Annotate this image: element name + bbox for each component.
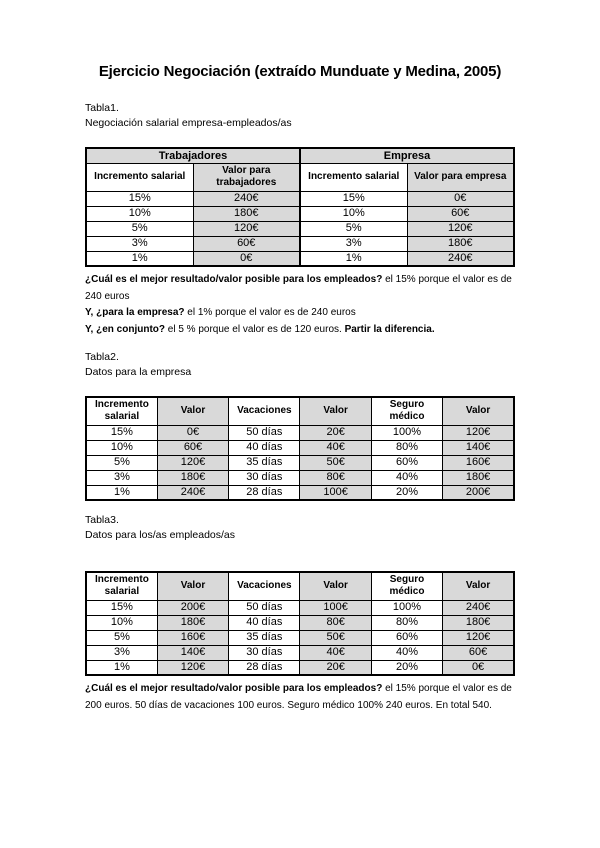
table-header-cell: Incremento salarial [300,163,407,191]
text-run: el 5 % porque el valor es de 120 euros. [165,323,345,335]
table-cell: 120€ [443,630,514,645]
table-cell: 15% [86,191,193,206]
table-cell: 20€ [300,660,371,675]
table-cell: 35 días [229,455,300,470]
table1-heading [85,101,515,131]
table-cell: 0€ [443,660,514,675]
table-cell: 180€ [157,615,228,630]
table3-label: Tabla3. [85,514,119,526]
table-cell: 60€ [157,440,228,455]
table-cell: 50€ [300,630,371,645]
table-header-cell: Valor [157,397,228,425]
table-cell: 5% [300,221,407,236]
text-run: el 15% porque el valor es de 200 euros. 50 días de vacaciones 100 euros. Seguro médico 100% 240 euros. En total 540. [85,683,512,711]
table-cell: 1% [86,251,193,266]
bold-text-run: Partir la diferencia. [344,323,435,335]
table-group-header-row [86,148,514,163]
table-row [86,645,514,660]
table-cell: 40% [371,645,442,660]
table-row [86,221,514,236]
table-cell: 40 días [229,440,300,455]
bold-text-run: ¿Cuál es el mejor resultado/valor posible para los empleados? [85,683,383,694]
table-cell: 120€ [407,221,514,236]
table-header-cell: Incremento salarial [86,163,193,191]
paragraph-text [85,322,515,339]
table-cell: 60€ [193,236,300,251]
table-cell: 200€ [157,600,228,615]
table-header-row [86,163,514,191]
table-header-cell: Vacaciones [229,572,300,600]
table-cell: 50 días [229,425,300,440]
text-run: el 15% porque el valor es de 240 euros [85,274,512,302]
table-cell: 140€ [443,440,514,455]
document-title: Ejercicio Negociación (extraído Munduate y Medina, 2005) [98,63,502,80]
table-row [86,485,514,500]
table-cell: 0€ [193,251,300,266]
table-cell: 20% [371,485,442,500]
table1-caption: Negociación salarial empresa-empleados/as [85,117,292,129]
table-cell: 1% [86,485,157,500]
table-header-cell: Incremento salarial [86,572,157,600]
table-cell: 50 días [229,600,300,615]
table-header-cell: Seguro médico [371,572,442,600]
table3-caption: Datos para los/as empleados/as [85,529,235,541]
table-header-row [86,397,514,425]
table-cell: 40% [371,470,442,485]
table-cell: 120€ [157,660,228,675]
table-row [86,600,514,615]
table-header-cell: Seguro médico [371,397,442,425]
table-cell: 10% [86,440,157,455]
table-header-cell: Valor [157,572,228,600]
table-cell: 240€ [157,485,228,500]
table-cell: 50€ [300,455,371,470]
table-cell: 3% [86,236,193,251]
table-cell: 60€ [407,206,514,221]
paragraph-best-result-table1 [85,272,515,338]
table-header-cell: Valor [300,397,371,425]
table-cell: 240€ [407,251,514,266]
table-cell: 60% [371,630,442,645]
table-group-header-cell: Empresa [300,148,514,163]
table-cell: 100€ [300,485,371,500]
table-cell: 140€ [157,645,228,660]
table-cell: 1% [300,251,407,266]
table-header-cell: Incremento salarial [86,397,157,425]
table-employee-data [85,571,515,676]
table-cell: 10% [300,206,407,221]
bold-text-run: Y, ¿en conjunto? [85,323,165,335]
table-row [86,615,514,630]
table-cell: 100€ [300,600,371,615]
table-cell: 0€ [157,425,228,440]
table-cell: 0€ [407,191,514,206]
table-header-cell: Vacaciones [229,397,300,425]
table-header-cell: Valor para trabajadores [193,163,300,191]
table-cell: 180€ [443,615,514,630]
table3-heading [85,513,515,543]
table-cell: 80% [371,440,442,455]
table-cell: 240€ [193,191,300,206]
table-cell: 80€ [300,615,371,630]
table-row [86,191,514,206]
table-row [86,251,514,266]
table-cell: 10% [86,206,193,221]
table-cell: 180€ [193,206,300,221]
table-cell: 3% [86,645,157,660]
table-cell: 80% [371,615,442,630]
table-cell: 200€ [443,485,514,500]
table-cell: 120€ [193,221,300,236]
paragraph-best-result-table3 [85,681,515,714]
table-cell: 20% [371,660,442,675]
table-cell: 35 días [229,630,300,645]
table-group-header-cell: Trabajadores [86,148,300,163]
table-row [86,206,514,221]
table-cell: 3% [86,470,157,485]
table-cell: 5% [86,455,157,470]
paragraph-text [85,272,515,305]
table-row [86,455,514,470]
table-cell: 80€ [300,470,371,485]
table-header-cell: Valor [300,572,371,600]
table-cell: 160€ [443,455,514,470]
table-salary-negotiation [85,147,515,267]
table-cell: 30 días [229,645,300,660]
table-cell: 40€ [300,440,371,455]
table-row [86,660,514,675]
table-cell: 60€ [443,645,514,660]
table-cell: 15% [86,425,157,440]
table-cell: 20€ [300,425,371,440]
paragraph-text [85,305,515,322]
table-cell: 120€ [443,425,514,440]
table-row [86,470,514,485]
table-row [86,630,514,645]
table-company-data [85,396,515,501]
table-cell: 40€ [300,645,371,660]
table-cell: 10% [86,615,157,630]
table-cell: 3% [300,236,407,251]
table-cell: 160€ [157,630,228,645]
table-header-cell: Valor [443,397,514,425]
table-cell: 120€ [157,455,228,470]
table-cell: 180€ [157,470,228,485]
table-row [86,236,514,251]
table-cell: 28 días [229,485,300,500]
table-cell: 40 días [229,615,300,630]
table-header-row [86,572,514,600]
paragraph-text [85,681,515,714]
table-cell: 15% [86,600,157,615]
table-cell: 180€ [407,236,514,251]
table-cell: 5% [86,630,157,645]
table-cell: 240€ [443,600,514,615]
table-cell: 100% [371,600,442,615]
table-cell: 15% [300,191,407,206]
table-row [86,425,514,440]
table2-heading [85,350,515,380]
table-row [86,440,514,455]
table-cell: 1% [86,660,157,675]
bold-text-run: ¿Cuál es el mejor resultado/valor posible para los empleados? [85,274,383,285]
table-cell: 60% [371,455,442,470]
table-cell: 28 días [229,660,300,675]
table-cell: 180€ [443,470,514,485]
table-header-cell: Valor [443,572,514,600]
bold-text-run: Y, ¿para la empresa? [85,307,185,318]
table-cell: 5% [86,221,193,236]
table-cell: 100% [371,425,442,440]
text-run: el 1% porque el valor es de 240 euros [184,307,356,318]
table-header-cell: Valor para empresa [407,163,514,191]
table2-label: Tabla2. [85,351,119,363]
table1-label: Tabla1. [85,102,119,114]
table-cell: 30 días [229,470,300,485]
table2-caption: Datos para la empresa [85,366,192,378]
